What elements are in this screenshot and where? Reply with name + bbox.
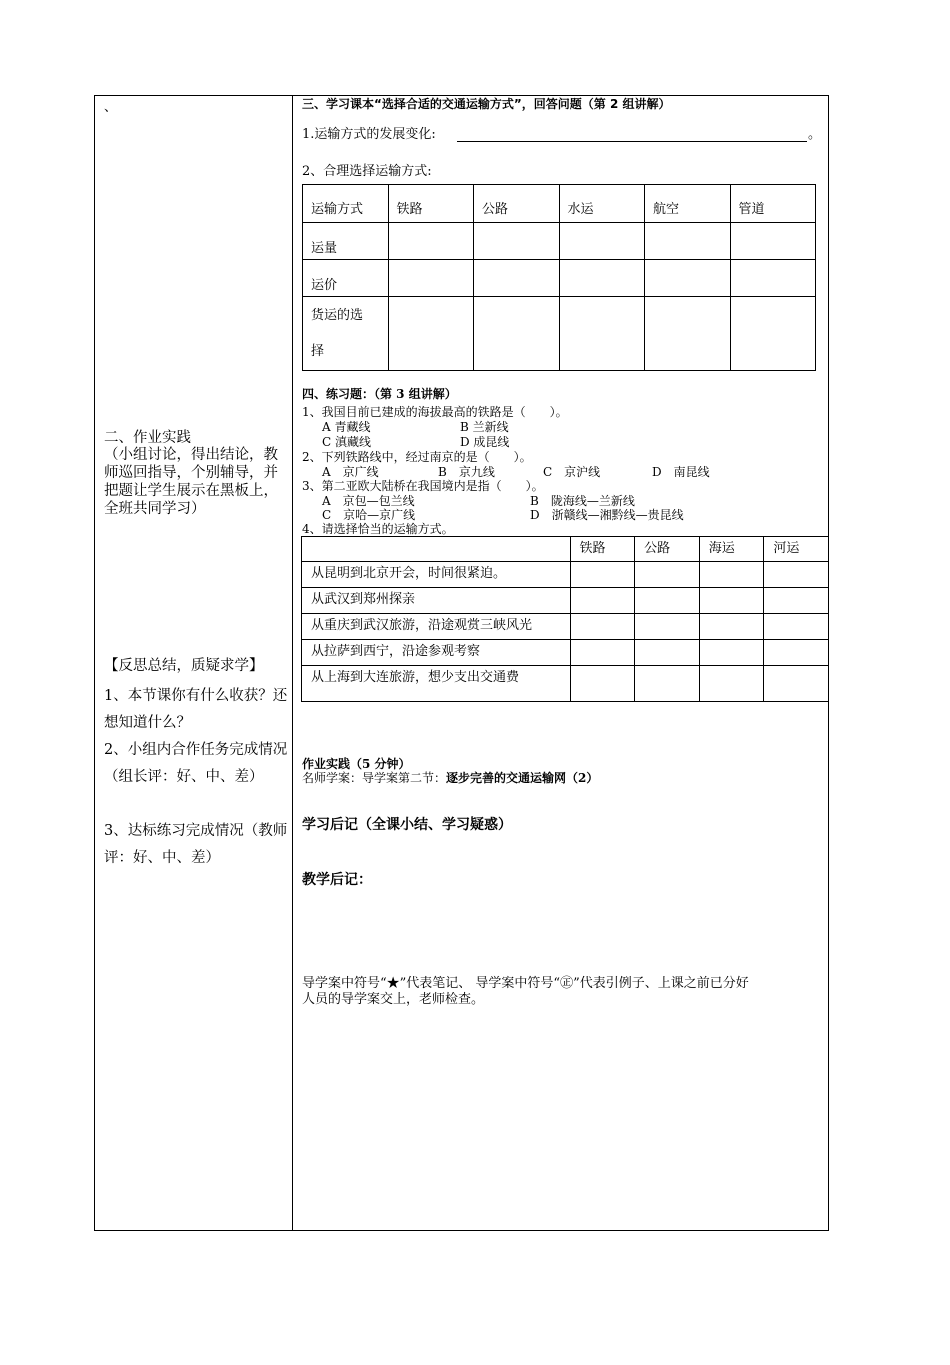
q1-answer-line (457, 141, 807, 142)
q1-label: 1.运输方式的发展变化: (302, 127, 436, 142)
transport-header-5: 管道 (730, 185, 816, 223)
reflect-item-2: 2、小组内合作任务完成情况（组长评：好、中、差） (104, 742, 288, 785)
choice-row-3: 从拉萨到西宁，沿途参观考察 (302, 640, 571, 666)
ex-q2: 2、下列铁路线中，经过南京的是（ ）。 (302, 450, 532, 464)
ex-q2-a: A 京广线 (322, 465, 379, 479)
choice-row-0: 从昆明到北京开会，时间很紧迫。 (302, 562, 571, 588)
ex-q2-c: C 京沪线 (543, 465, 601, 479)
choice-header-2: 公路 (635, 537, 700, 562)
reflect-item-1: 1、本节课你有什么收获？还想知道什么？ (104, 688, 288, 731)
ex-q1-d: D 成昆线 (460, 435, 510, 449)
homework-title: 作业实践（5 分钟） (302, 757, 411, 771)
choice-row-4: 从上海到大连旅游，想少支出交通费 (302, 666, 571, 702)
choice-header-4: 河运 (764, 537, 829, 562)
choice-header-1: 铁路 (570, 537, 635, 562)
transport-header-1: 铁路 (388, 185, 474, 223)
ex-q3: 3、第二亚欧大陆桥在我国境内是指（ ）。 (302, 479, 544, 493)
left-dot: 、 (104, 100, 118, 115)
transport-row-price: 运价 (303, 260, 389, 297)
ex-q2-d: D 南昆线 (652, 465, 710, 479)
choice-row-1: 从武汉到郑州探亲 (302, 588, 571, 614)
ex-q1-b: B 兰新线 (460, 420, 509, 434)
section4-title: 四、练习题：（第 3 组讲解） (302, 387, 457, 401)
transport-header-0: 运输方式 (303, 185, 389, 223)
reflect-item-3: 3、达标练习完成情况（教师评：好、中、差） (104, 823, 288, 866)
q2-label: 2、合理选择运输方式: (302, 164, 432, 179)
ex-q3-a: A 京包—包兰线 (322, 494, 415, 508)
ex-q4: 4、请选择恰当的运输方式。 (302, 522, 454, 536)
ex-q1: 1、我国目前已建成的海拔最高的铁路是（ ）。 (302, 405, 568, 419)
transport-row-choice: 货运的选 择 (303, 297, 389, 371)
transport-row-volume: 运量 (303, 223, 389, 260)
footer-line-1: 导学案中符号“★”代表笔记、 导学案中符号“㊣”代表引例子、上课之前已分好 (302, 976, 749, 991)
transport-table (302, 184, 816, 371)
teach-notes-heading: 教学后记： (302, 872, 372, 888)
choice-header-3: 海运 (699, 537, 764, 562)
reflect-heading: 【反思总结，质疑求学】 (104, 658, 264, 674)
ex-q1-a: A 青藏线 (322, 420, 371, 434)
q1-end: 。 (808, 127, 822, 142)
ex-q1-c: C 滇藏线 (322, 435, 371, 449)
homework-line: 名师学案：导学案第二节：逐步完善的交通运输网（2） (302, 771, 599, 785)
transport-header-4: 航空 (645, 185, 731, 223)
section3-title: 三、学习课本“选择合适的交通运输方式”，回答问题（第 2 组讲解） (302, 97, 671, 111)
ex-q3-d: D 浙赣线—湘黔线—贵昆线 (530, 508, 684, 522)
transport-header-2: 公路 (474, 185, 560, 223)
study-notes-heading: 学习后记（全课小结、学习疑惑） (302, 817, 512, 833)
homework-heading: 二、作业实践 (104, 430, 191, 446)
choice-table (301, 536, 829, 702)
column-divider (292, 95, 293, 1231)
choice-row-2: 从重庆到武汉旅游，沿途观赏三峡风光 (302, 614, 571, 640)
ex-q3-c: C 京哈—京广线 (322, 508, 416, 522)
choice-header-0 (302, 537, 571, 562)
ex-q2-b: B 京九线 (438, 465, 495, 479)
footer-line-2: 人员的导学案交上，老师检查。 (302, 992, 485, 1007)
transport-header-3: 水运 (559, 185, 645, 223)
homework-description: （小组讨论，得出结论，教师巡回指导，个别辅导，并把题让学生展示在黑板上，全班共同学习） (104, 447, 278, 517)
ex-q3-b: B 陇海线—兰新线 (530, 494, 635, 508)
